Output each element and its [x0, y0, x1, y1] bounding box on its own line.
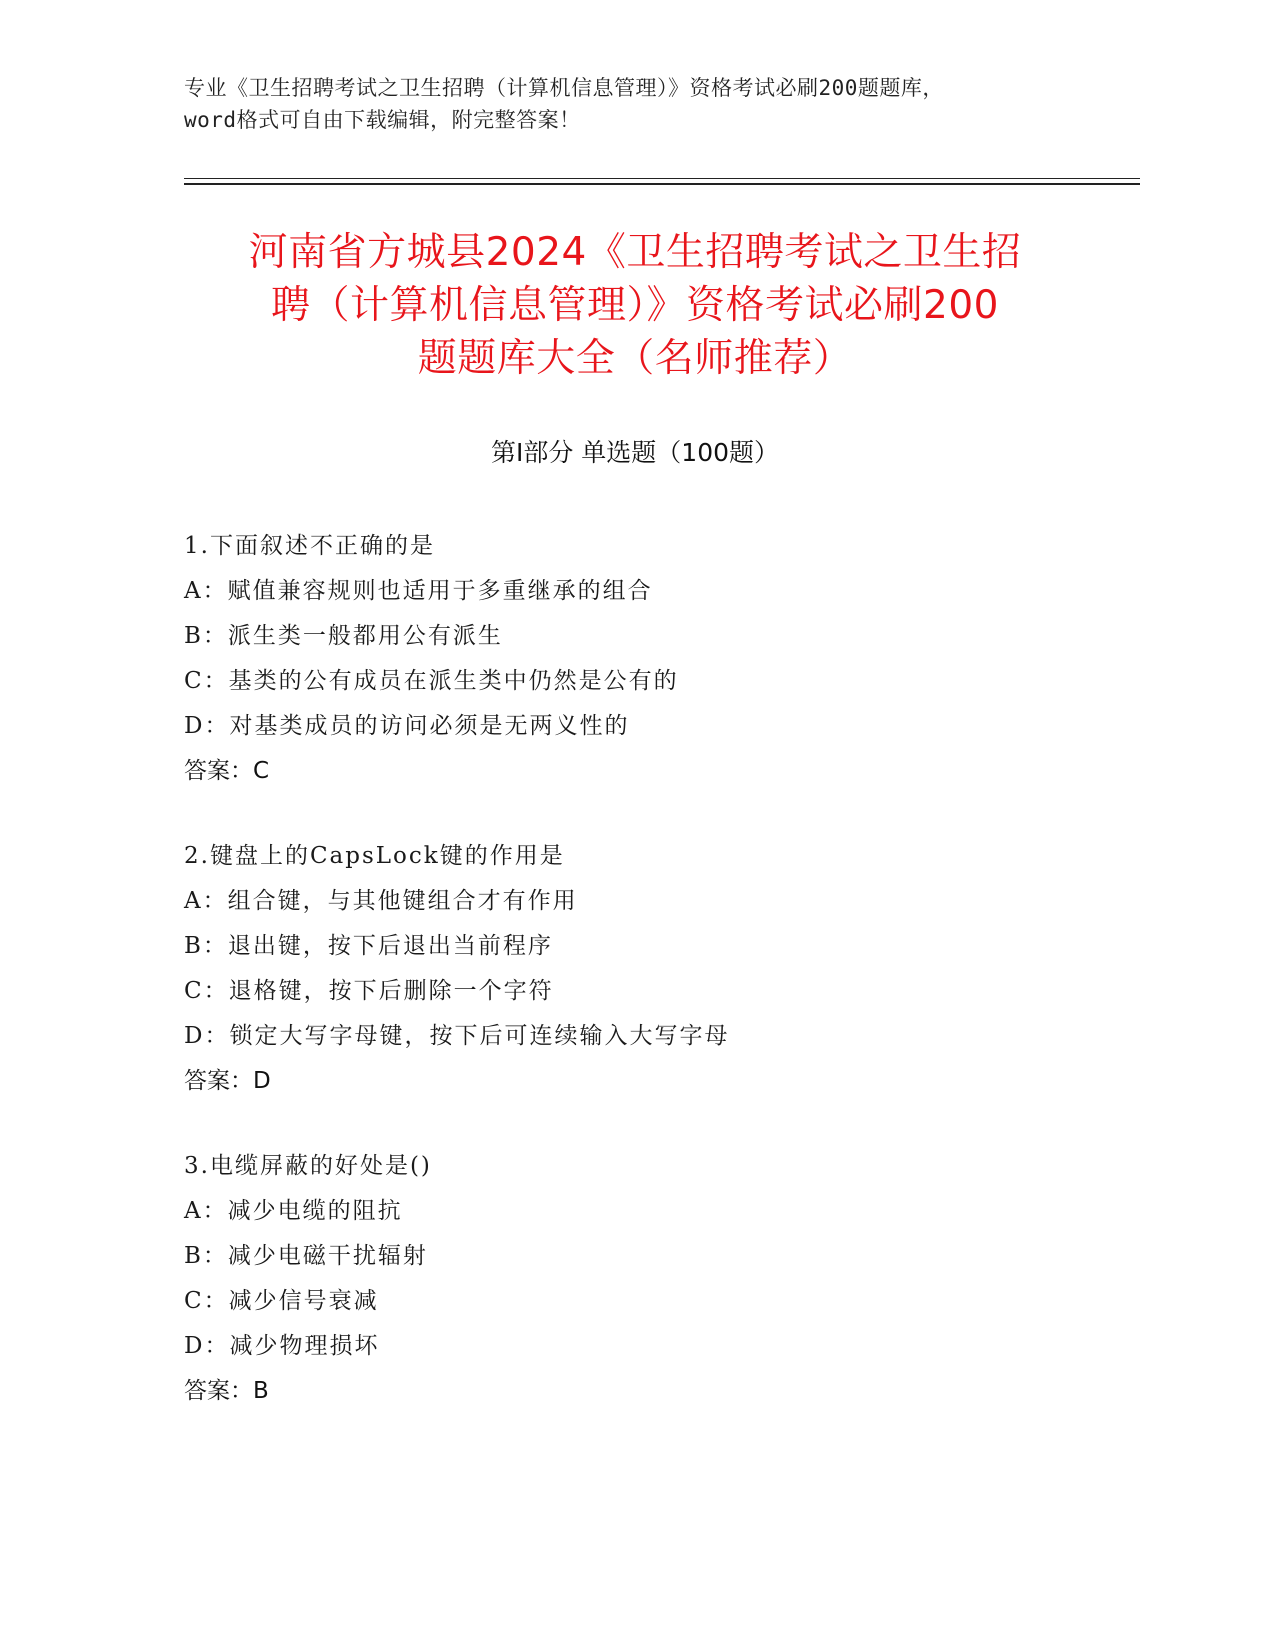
title-line-1: 河南省方城县2024《卫生招聘考试之卫生招 [248, 230, 1022, 275]
option-d: D：减少物理损坏 [184, 1333, 380, 1359]
title-line-2: 聘（计算机信息管理）》资格考试必刷200 [271, 283, 999, 328]
option-b: B：退出键，按下后退出当前程序 [184, 933, 553, 959]
option-d: D：锁定大写字母键，按下后可连续输入大写字母 [184, 1023, 730, 1049]
option-a: A：赋值兼容规则也适用于多重继承的组合 [184, 578, 653, 604]
document-header-note [184, 72, 1084, 136]
answer-line: 答案：C [184, 758, 270, 784]
header-divider-thick [184, 183, 1140, 185]
option-c: C：减少信号衰减 [184, 1288, 379, 1314]
title-line-3: 题题库大全（名师推荐） [417, 336, 853, 381]
option-b: B：减少电磁干扰辐射 [184, 1243, 428, 1269]
answer-line: 答案：B [184, 1378, 269, 1404]
question-list [184, 524, 1104, 1454]
option-d: D：对基类成员的访问必须是无两义性的 [184, 713, 630, 739]
answer-line: 答案：D [184, 1068, 271, 1094]
option-b: B：派生类一般都用公有派生 [184, 623, 503, 649]
question-item [184, 834, 1104, 1104]
option-a: A：减少电缆的阻抗 [184, 1198, 403, 1224]
option-c: C：基类的公有成员在派生类中仍然是公有的 [184, 668, 679, 694]
header-note-line-2: word格式可自由下载编辑，附完整答案！ [184, 108, 581, 132]
question-stem: 1.下面叙述不正确的是 [184, 533, 435, 559]
question-item [184, 524, 1104, 794]
option-a: A：组合键，与其他键组合才有作用 [184, 888, 578, 914]
header-note-line-1: 专业《卫生招聘考试之卫生招聘（计算机信息管理）》资格考试必刷200题题库， [184, 76, 944, 100]
question-stem: 3.电缆屏蔽的好处是() [184, 1153, 432, 1179]
question-stem: 2.键盘上的CapsLock键的作用是 [184, 843, 565, 869]
header-divider-thin [184, 178, 1140, 179]
option-c: C：退格键，按下后删除一个字符 [184, 978, 554, 1004]
section-heading: 第Ⅰ部分 单选题（100题） [490, 438, 780, 467]
document-title [160, 226, 1110, 385]
question-item [184, 1144, 1104, 1414]
